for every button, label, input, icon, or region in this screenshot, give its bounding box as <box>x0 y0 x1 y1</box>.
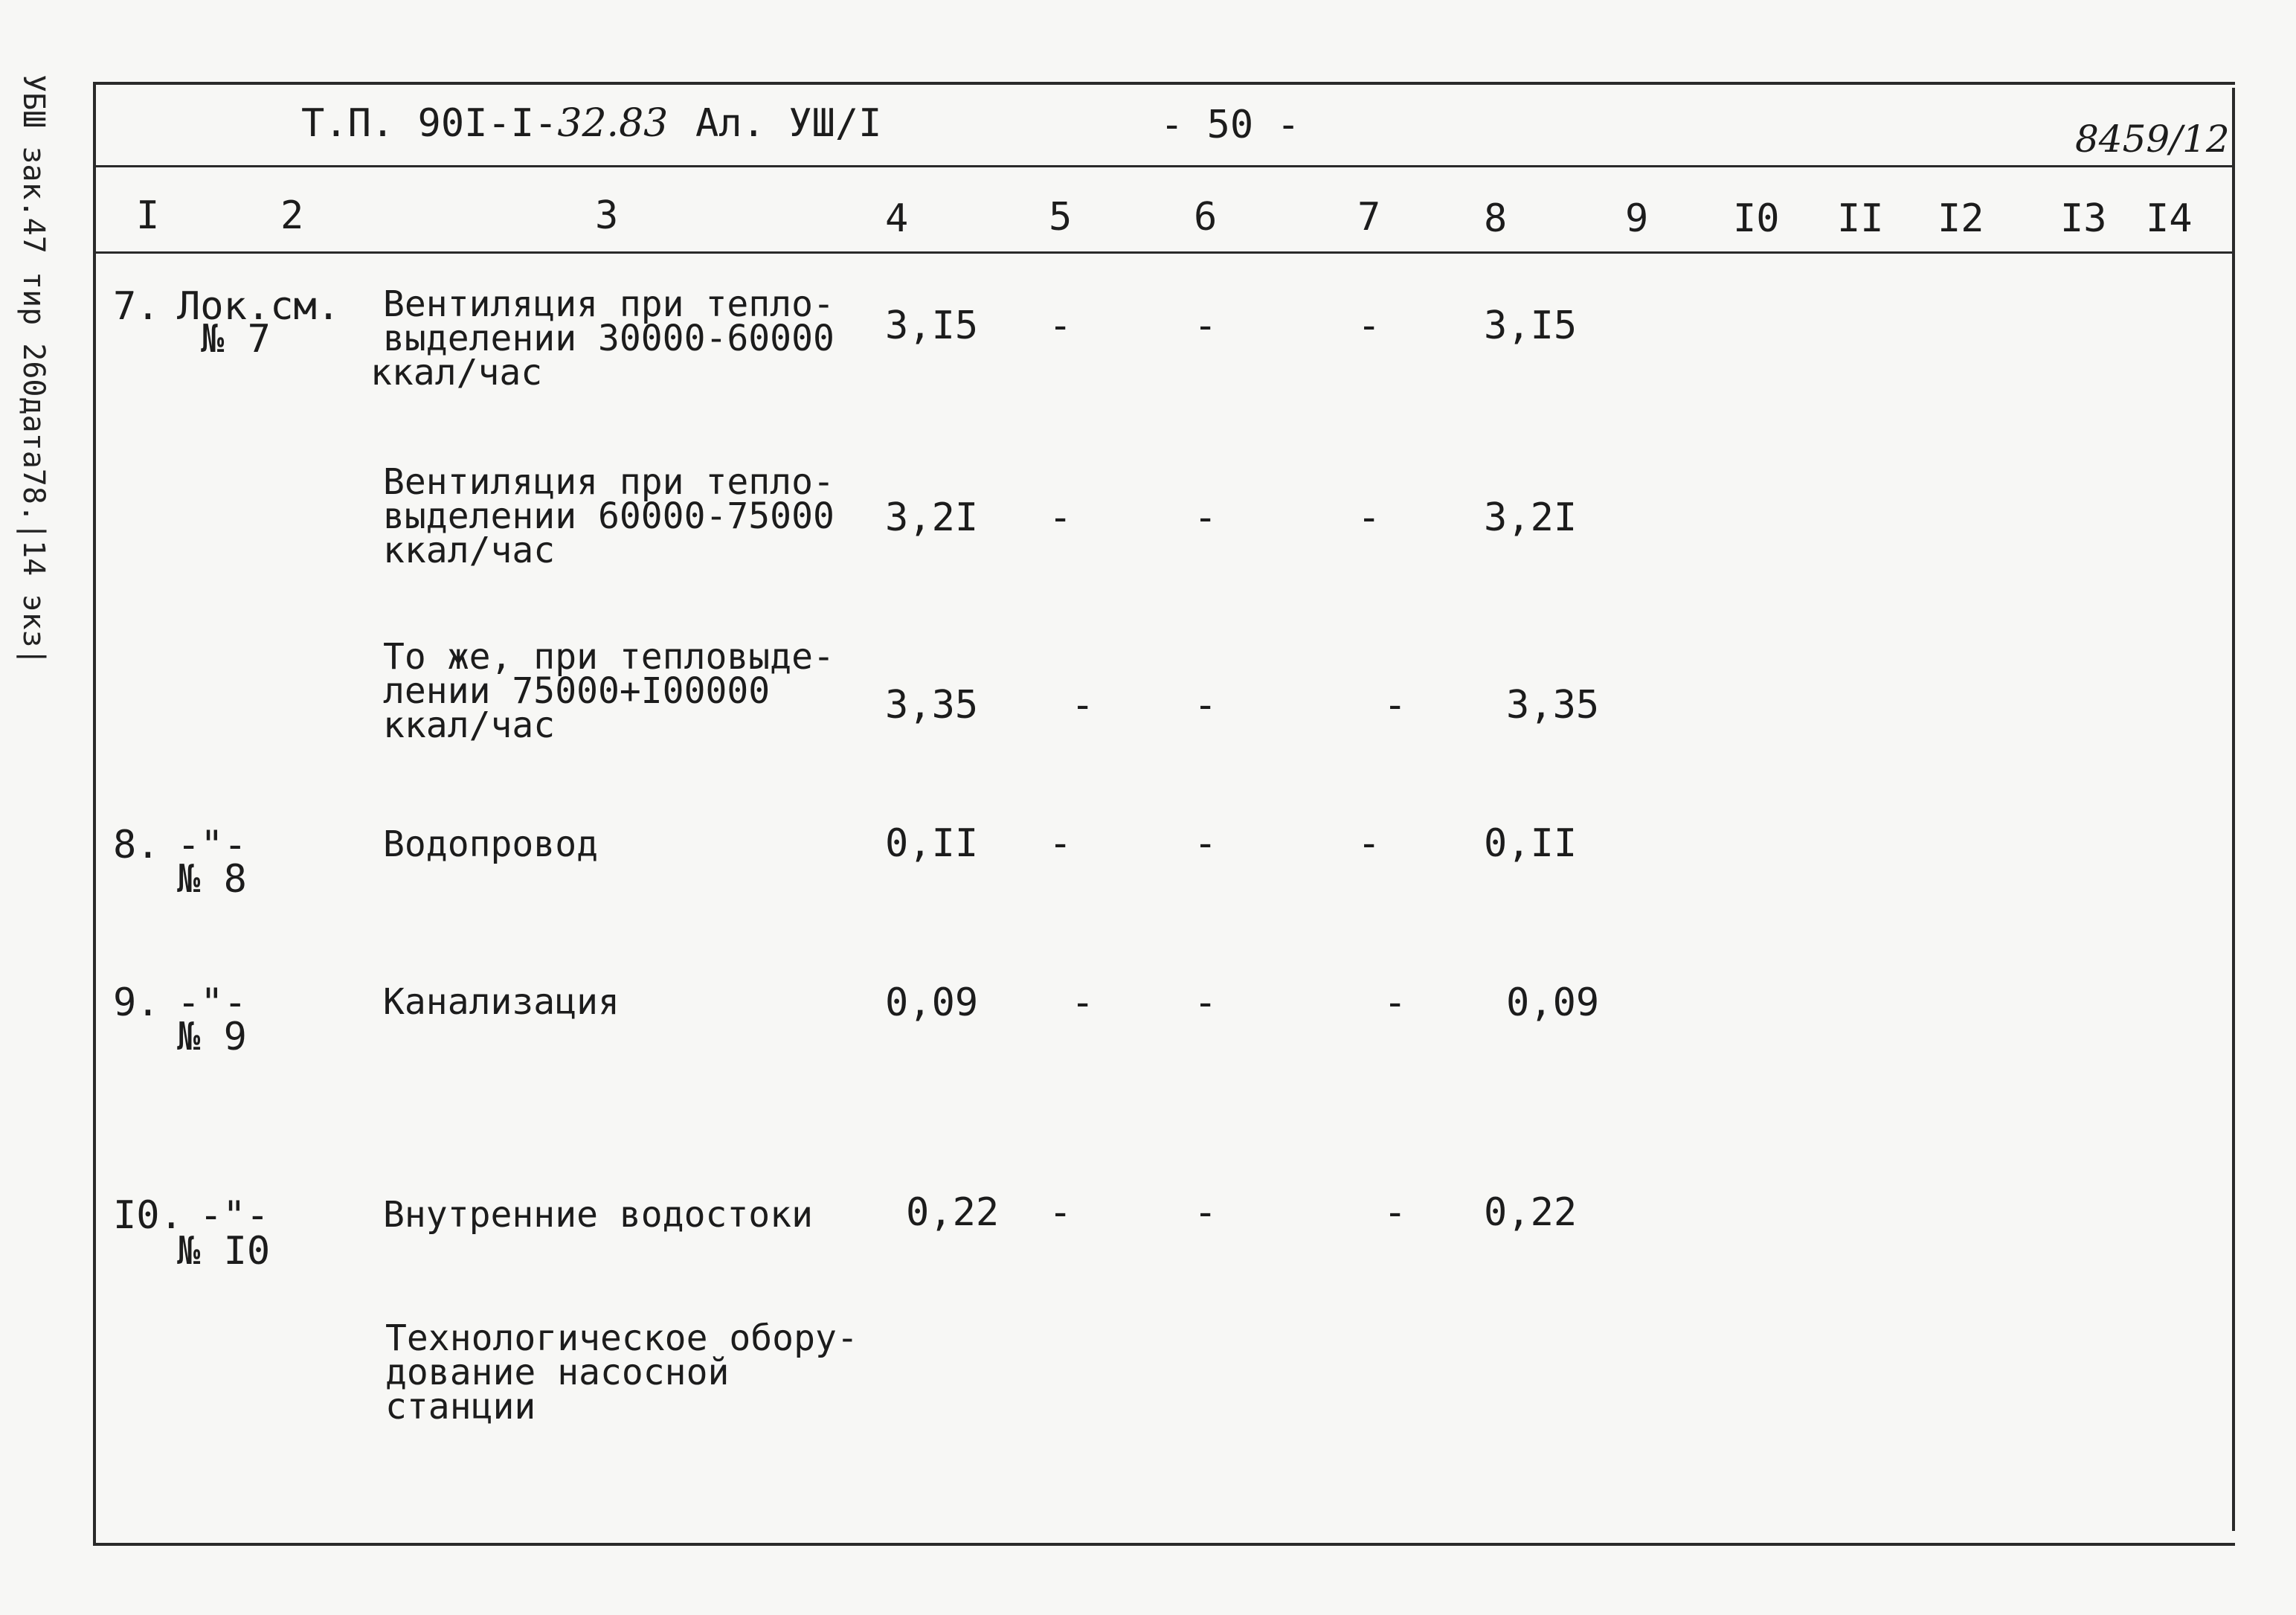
col-header-7: 7 <box>1357 195 1381 240</box>
row-7a-desc-l1: Вентиляция при тепло- <box>383 283 835 325</box>
row-7a-desc-l2: выделении 30000-60000 <box>383 318 835 359</box>
row-10-col6: - <box>1194 1190 1218 1235</box>
row-8-col6: - <box>1194 821 1218 866</box>
frame-top <box>93 82 2235 85</box>
row-9-ref-no: № 9 <box>177 1015 247 1059</box>
row-7-number: 7. <box>113 284 160 329</box>
row-8-col7: - <box>1357 821 1381 866</box>
row-7c-col8: 3,35 <box>1506 683 1600 728</box>
row-7a-desc-l3: ккал/час <box>370 352 543 394</box>
inventory-number: 8459/12 <box>2075 118 2230 161</box>
row-7c-col5: - <box>1071 683 1095 728</box>
row-7b-col7: - <box>1357 495 1381 540</box>
col-header-1: I <box>136 193 160 238</box>
row-7a-col6: - <box>1194 304 1218 348</box>
row-7b-col8: 3,2I <box>1484 495 1578 540</box>
row-7c-col6: - <box>1194 683 1218 728</box>
row-8-col8: 0,II <box>1484 821 1578 866</box>
margin-stamp-text: УБШ зак.47 тир 260дата78.|14 экз| <box>16 74 51 666</box>
row-7b-col5: - <box>1049 495 1073 540</box>
row-9-col8: 0,09 <box>1506 980 1600 1025</box>
row-7c-col4: 3,35 <box>885 683 979 728</box>
row-8-col4: 0,II <box>885 821 979 866</box>
row-7a-col4: 3,I5 <box>885 304 979 348</box>
row-7c-desc-l1: То же, при тепловыде- <box>383 636 835 678</box>
header-divider <box>93 165 2235 167</box>
page-number: - 50 - <box>1160 103 1300 147</box>
row-10-col5: - <box>1049 1190 1073 1235</box>
album-code: Ал. УШ/I <box>695 101 882 146</box>
row-7c-desc-l2: лении 75000+I00000 <box>383 670 771 712</box>
row-7c-col7: - <box>1383 683 1407 728</box>
col-header-10: I0 <box>1733 196 1780 241</box>
row-8-ref-no: № 8 <box>177 857 247 902</box>
footer-entry-l3: станции <box>385 1386 536 1428</box>
col-header-5: 5 <box>1049 195 1073 240</box>
frame-right <box>2232 88 2235 1531</box>
row-10-ref: -"- <box>199 1193 269 1238</box>
footer-entry-l1: Технологическое обору- <box>385 1317 858 1359</box>
row-7-ref-no: № 7 <box>201 317 271 362</box>
row-7c-desc-l3: ккал/час <box>383 704 556 746</box>
row-7-ref: Лок.см. <box>177 284 341 329</box>
row-9-desc: Канализация <box>383 981 620 1023</box>
col-header-12: I2 <box>1938 196 1984 241</box>
row-9-col7: - <box>1383 980 1407 1025</box>
frame-left <box>93 82 96 1546</box>
row-8-col5: - <box>1049 821 1073 866</box>
row-10-number: I0. <box>113 1193 183 1238</box>
row-8-ref: -"- <box>177 823 247 867</box>
row-10-ref-no: № I0 <box>177 1229 271 1274</box>
row-7b-col6: - <box>1194 495 1218 540</box>
column-header-divider <box>93 251 2235 254</box>
row-8-number: 8. <box>113 823 160 867</box>
row-10-col4: 0,22 <box>906 1190 1000 1235</box>
row-10-col8: 0,22 <box>1484 1190 1578 1235</box>
doc-code: Т.П. 90I-I-32.83 <box>301 101 669 146</box>
col-header-11: II <box>1837 196 1884 241</box>
row-10-desc: Внутренние водостоки <box>383 1194 813 1236</box>
row-9-col5: - <box>1071 980 1095 1025</box>
footer-entry-l2: дование насосной <box>385 1352 730 1393</box>
row-7b-col4: 3,2I <box>885 495 979 540</box>
row-9-col6: - <box>1194 980 1218 1025</box>
row-9-number: 9. <box>113 980 160 1025</box>
row-9-col4: 0,09 <box>885 980 979 1025</box>
row-8-desc: Водопровод <box>383 823 598 865</box>
col-header-2: 2 <box>280 193 304 238</box>
col-header-13: I3 <box>2060 196 2107 241</box>
margin-stamp <box>15 74 89 666</box>
row-7b-desc-l1: Вентиляция при тепло- <box>383 461 835 503</box>
col-header-14: I4 <box>2146 196 2193 241</box>
frame-bottom <box>93 1543 2235 1546</box>
col-header-8: 8 <box>1484 196 1508 241</box>
row-9-ref: -"- <box>177 980 247 1025</box>
row-7a-col5: - <box>1049 304 1073 348</box>
row-7a-col7: - <box>1357 304 1381 348</box>
row-7b-desc-l2: выделении 60000-75000 <box>383 495 835 537</box>
col-header-3: 3 <box>595 193 619 238</box>
row-7b-desc-l3: ккал/час <box>383 530 556 571</box>
col-header-9: 9 <box>1625 196 1649 241</box>
col-header-6: 6 <box>1194 195 1218 240</box>
row-10-col7: - <box>1383 1190 1407 1235</box>
row-7a-col8: 3,I5 <box>1484 304 1578 348</box>
col-header-4: 4 <box>885 196 909 241</box>
